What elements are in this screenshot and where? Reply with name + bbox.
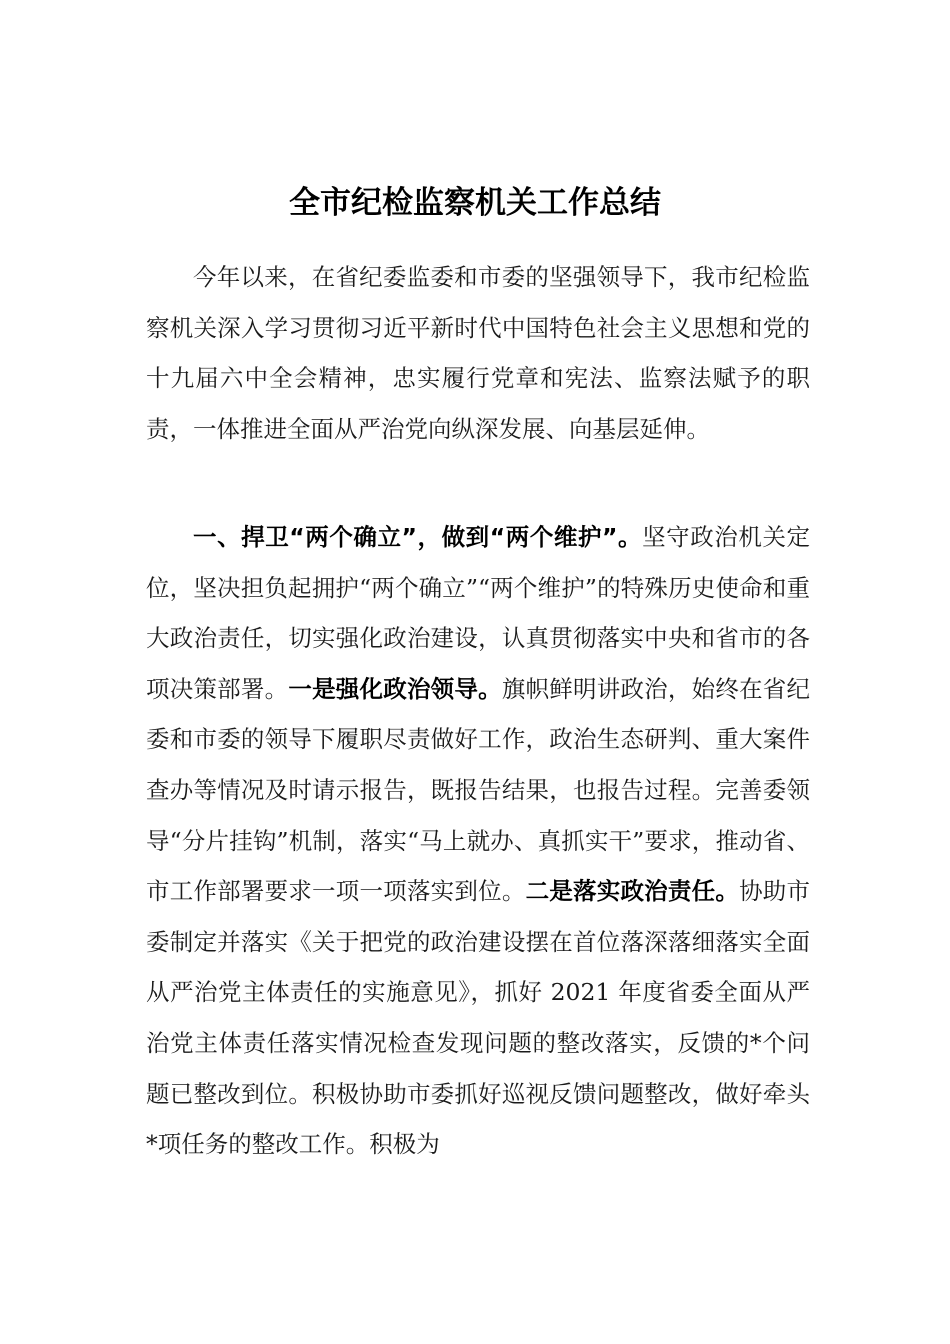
section-one-paragraph	[146, 512, 810, 1170]
section-text-1: 坚守政治机关定位，坚决担负起拥护“两个确立”“两个维护”的特殊历史使命和重大政治责任，切实强化政治建设，认真贯彻落实中央和省市的各项决策部署。	[146, 523, 811, 703]
section-text-3: 协助市委制定并落实《关于把党的政治建设摆在首位落深落细落实全面从严治党主体责任的实施意见》，抓好 2021 年度省委全面从严治党主体责任落实情况检查发现问题的整改落实，反馈的*个问题已整改到位。积极协助市委抓好巡视反馈问题整改，做好牵头*项任务的整改工作。积极为	[146, 877, 811, 1159]
intro-paragraph	[146, 252, 810, 454]
section-heading: 一、捍卫“两个确立”，做到“两个维护”。	[193, 523, 643, 551]
document-title: 全市纪检监察机关工作总结	[289, 185, 661, 221]
intro-text: 今年以来，在省纪委监委和市委的坚强领导下，我市纪检监察机关深入学习贯彻习近平新时代中国特色社会主义思想和党的十九届六中全会精神，忠实履行党章和宪法、监察法赋予的职责，一体推进全面从严治党向纵深发展、向基层延伸。	[146, 263, 810, 443]
subheading-1: 一是强化政治领导。	[288, 674, 502, 703]
subheading-2: 二是落实政治责任。	[525, 877, 740, 906]
section-text-2: 旗帜鲜明讲政治，始终在省纪委和市委的领导下履职尽责做好工作，政治生态研判、重大案件查办等情况及时请示报告，既报告结果，也报告过程。完善委领导“分片挂钩”机制，落实“马上就办、真抓实干”要求，推动省、市工作部署要求一项一项落实到位。	[146, 674, 811, 906]
